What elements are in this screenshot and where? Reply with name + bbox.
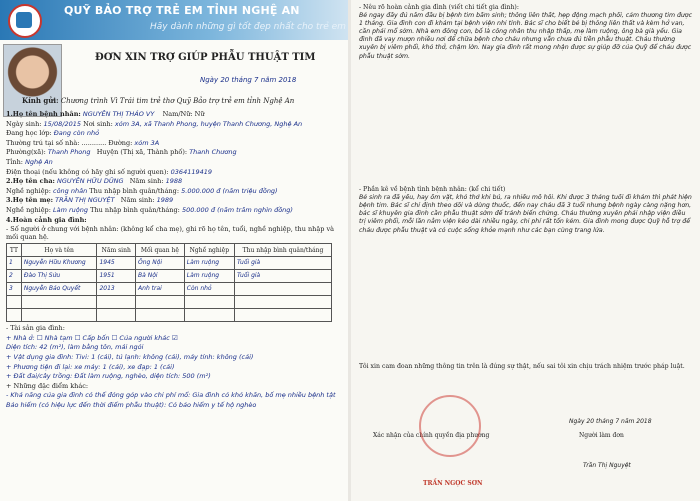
field-address: Thường trú tại số nhà: ............ Đường: xóm 3A	[6, 138, 160, 147]
table-cell	[21, 296, 97, 309]
signature-date: Ngày 20 tháng 7 năm 2018	[569, 418, 652, 425]
field-father: 2.Họ tên cha: NGUYỄN HỮU DŨNG Năm sinh: 1988	[6, 177, 183, 186]
assets-heading: - Tài sản gia đình:	[6, 324, 65, 333]
table-cell	[7, 296, 22, 309]
assets-house: + Nhà ở: ☐ Nhà tạm ☐ Cấp bốn ☐ Của người khác ☑	[6, 333, 178, 342]
table-cell: Ông Nội	[136, 257, 185, 270]
form-title: ĐƠN XIN TRỢ GIÚP PHẪU THUẬT TIM	[95, 52, 316, 63]
table-cell	[97, 296, 136, 309]
table-cell	[21, 309, 97, 322]
table-cell: Anh trai	[136, 283, 185, 296]
commitment-text: Tôi xin cam đoan những thông tin trên là đúng sự thật, nếu sai tôi xin chịu trách nhiệm trước pháp luật.	[359, 363, 685, 371]
table-cell: 2013	[97, 283, 136, 296]
table-cell: 1945	[97, 257, 136, 270]
health-insurance: Bảo hiểm (có hiệu lực đến thời điểm phẫu thuật): Có bảo hiểm y tế hộ nghèo	[6, 400, 257, 409]
form-page-right	[351, 0, 700, 501]
table-header-cell: Mối quan hệ	[136, 244, 185, 257]
banner-slogan: Hãy dành những gì tốt đẹp nhất cho trẻ em	[150, 22, 346, 32]
table-header-cell: TT	[7, 244, 22, 257]
form-page-left	[0, 0, 348, 501]
table-cell	[234, 296, 331, 309]
table-cell: Tuổi già	[234, 270, 331, 283]
official-signer-name: TRẦN NGỌC SƠN	[423, 480, 483, 487]
table-cell	[7, 309, 22, 322]
banner-title: QUỸ BẢO TRỢ TRẺ EM TỈNH NGHỆ AN	[64, 4, 300, 17]
illness-description-text: Bé sinh ra đã yếu, hay ốm vặt, khó thở khi bú, ra nhiều mồ hôi. Khi được 3 tháng tuổi đi khám thì phát hiện bệnh tim. Bác sĩ chỉ định theo dõi và dùng thuốc, đến nay cháu đã 3 tuổi nhưng bệnh ngày càng nặng hơn, bác sĩ khuyên gia đình cần phẫu thuật sớm để tránh biến chứng. Cháu thường xuyên phải nhập viện điều trị viêm phổi, mỗi lần nằm viện kéo dài nhiều ngày, chi phí rất tốn kém. Gia đình mong được Quỹ hỗ trợ để cháu được phẫu thuật và có cuộc sống khỏe mạnh như các bạn cùng trang lứa.	[359, 194, 692, 234]
table-row	[7, 309, 332, 322]
table-cell	[136, 296, 185, 309]
table-cell	[97, 309, 136, 322]
field-father-job: Nghề nghiệp: công nhân Thu nhập bình quân/tháng: 5.000.000 đ (năm triệu đồng)	[6, 186, 278, 195]
table-cell	[234, 309, 331, 322]
assets-land: + Đất đai/cây trồng: Đất làm ruộng, nghèo, diện tích: 500 (m²)	[6, 372, 211, 381]
local-authority-label: Xác nhận của chính quyền địa phương	[373, 432, 490, 439]
table-cell: 2	[7, 270, 22, 283]
table-header-cell: Họ và tên	[21, 244, 97, 257]
family-members-table	[6, 243, 332, 322]
section-family-heading: - Nêu rõ hoàn cảnh gia đình (viết chi tiết gia đình):	[359, 4, 519, 11]
applicant-label: Người làm đơn	[579, 432, 624, 439]
field-family-heading: 4.Hoàn cảnh gia đình:	[6, 215, 87, 224]
table-cell	[136, 309, 185, 322]
field-dob: Ngày sinh: 15/08/2015 Nơi sinh: xóm 3A, xã Thanh Phong, huyện Thanh Chương, Nghệ An	[6, 119, 303, 128]
field-province: Tỉnh: Nghệ An	[6, 157, 53, 166]
table-cell	[184, 309, 234, 322]
table-cell: 3	[7, 283, 22, 296]
table-cell: Tuổi già	[234, 257, 331, 270]
table-cell: Làm ruộng	[184, 257, 234, 270]
kinh-gui: Kính gửi: Chương trình Vì Trái tim trẻ thơ Quỹ Bảo trợ trẻ em tỉnh Nghệ An	[22, 96, 295, 105]
table-row	[7, 257, 332, 270]
table-header-cell: Nghề nghiệp	[184, 244, 234, 257]
family-circumstances-text: Bé ngay đầy đủ năm đầu bị bệnh tim bẩm sinh; thông liên thất, hẹp động mạch phổi, cảm thương tim được 1 tháng. Gia đình con đi khám tại bệnh viện nhi tỉnh. Bác sĩ cho biết bé bị thông liên thất và kèm hở van, cần phải mổ sớm. Nhà em đông con, bố là công nhân thu nhập thấp, mẹ làm ruộng, ông bà già yếu. Gia đình đã vay mượn nhiều nơi để chữa bệnh cho cháu nhưng vẫn chưa đủ tiền phẫu thuật. Cháu thường xuyên bị viêm phổi, khó thở, chậm lớn. Nay gia đình rất mong nhận được sự giúp đỡ của Quỹ để cháu được phẫu thuật sớm.	[359, 12, 692, 60]
field-ward: Phường(xã): Thanh Phong Huyện (Thị xã, Thành phố): Thanh Chương	[6, 148, 237, 157]
form-date: Ngày 20 tháng 7 năm 2018	[200, 76, 297, 84]
foundation-banner	[0, 0, 348, 40]
table-cell: 1951	[97, 270, 136, 283]
field-mother-job: Nghề nghiệp: Làm ruộng Thu nhập bình quân/tháng: 500.000 đ (năm trăm nghìn đồng)	[6, 205, 293, 214]
applicant-signer-name: Trần Thị Nguyệt	[583, 462, 631, 469]
table-cell: Đào Thị Sửu	[21, 270, 97, 283]
field-patient-name: 1.Họ tên bệnh nhân: NGUYỄN THỊ THẢO VY Nam/Nữ: Nữ	[6, 110, 205, 118]
field-mother: 3.Họ tên mẹ: TRẦN THỊ NGUYỆT Năm sinh: 1989	[6, 196, 174, 205]
table-row	[7, 296, 332, 309]
field-phone: Điện thoại (nếu không có hãy ghi số người quen): 0364119419	[6, 167, 213, 176]
patient-photo	[3, 44, 62, 117]
application-form	[6, 110, 342, 410]
table-cell: Bà Nội	[136, 270, 185, 283]
assets-household-items: + Vật dụng gia đình: Tivi: 1 (cái), tủ lạnh: không (cái), máy tính: không (cái)	[6, 352, 254, 361]
table-cell: Còn nhỏ	[184, 283, 234, 296]
field-school: Đang học lớp: Đang còn nhỏ	[6, 129, 100, 138]
foundation-logo	[8, 4, 42, 38]
field-family-note: - Số người ở chung với bệnh nhân: (không kể cha mẹ), ghi rõ họ tên, tuổi, nghề nghiệp, thu nhập và mối quan hệ.	[6, 225, 334, 242]
official-stamp	[419, 395, 481, 457]
assets-other: + Những đặc điểm khác:	[6, 381, 89, 390]
table-cell: Nguyễn Bảo Quyết	[21, 283, 97, 296]
table-cell	[184, 296, 234, 309]
table-cell: Nguyễn Hữu Khương	[21, 257, 97, 270]
assets-vehicles: + Phương tiện đi lại: xe máy: 1 (cái), xe đạp: 1 (cái)	[6, 362, 175, 371]
table-header-cell: Năm sinh	[97, 244, 136, 257]
table-header-cell: Thu nhập bình quân/tháng	[234, 244, 331, 257]
section-illness-heading: - Phần kê về bệnh tình bệnh nhân: (kể chi tiết)	[359, 186, 506, 194]
table-cell: 1	[7, 257, 22, 270]
table-cell: Làm ruộng	[184, 270, 234, 283]
table-row	[7, 283, 332, 296]
table-cell	[234, 283, 331, 296]
assets-area: Diện tích: 42 (m²), làm bằng tôn, mái ngói	[6, 343, 144, 352]
family-contribution: - Khả năng của gia đình có thể đóng góp vào chi phí mổ: Gia đình có khó khăn, bố mẹ nhiều bệnh tật	[6, 391, 336, 400]
table-row	[7, 270, 332, 283]
